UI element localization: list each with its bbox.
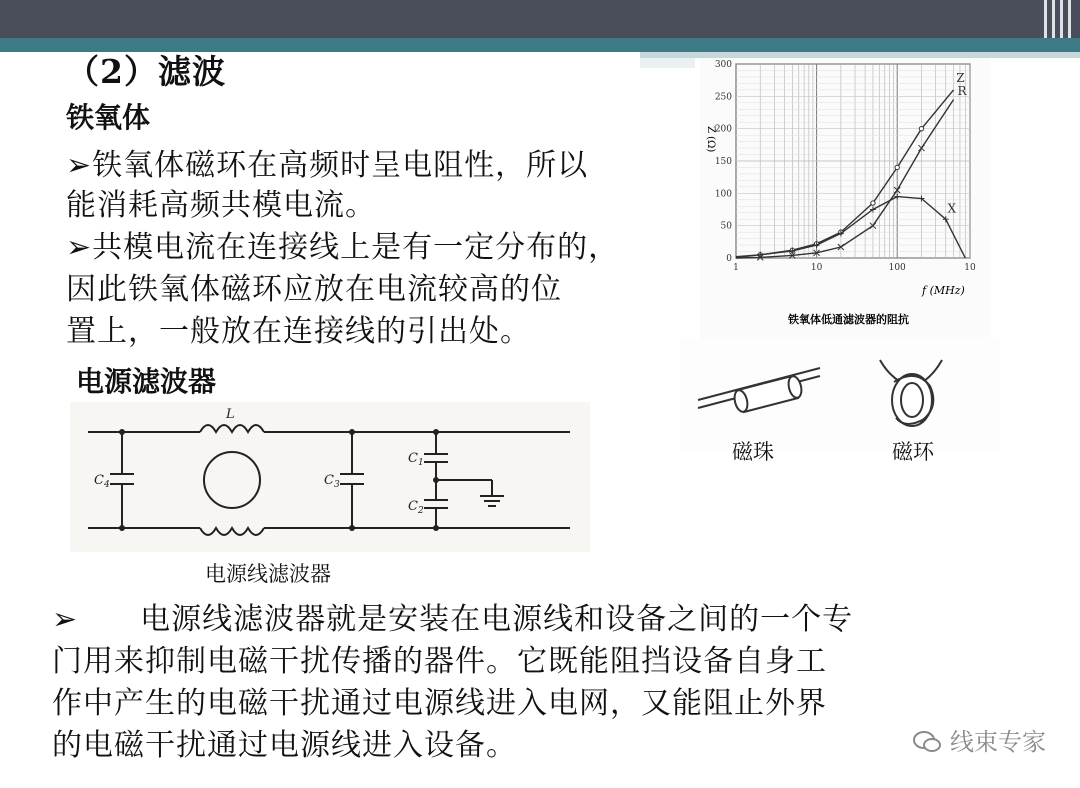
bead-label: 磁珠 [732,440,774,464]
bullet-line: 因此铁氧体磁环应放在电流较高的位 [66,272,562,307]
header-stripe [1044,0,1047,38]
c4-letter: C [94,473,104,488]
bullet-line: ➢共模电流在连接线上是有一定分布的， [66,230,620,265]
inductor-label: L [226,407,235,422]
y-tick-label: 200 [714,124,732,135]
bullet-line: ➢铁氧体磁环在高频时呈电阻性，所以 [66,148,589,183]
paragraph-line: 的电磁干扰通过电源线进入设备。 [52,728,517,763]
y-axis-label: Z (Ω) [705,126,716,153]
ring-label: 磁环 [892,440,934,464]
c4-sub: 4 [103,480,110,490]
x-tick-label: 10 [964,263,976,273]
header-stripe [1068,0,1071,38]
power-filter-circuit [70,402,590,552]
x-tick-label: 10 [810,263,823,273]
y-tick-label: 300 [714,60,732,70]
slide-title: （2）滤波 [66,52,226,91]
power-filter-heading: 电源滤波器 [76,365,217,398]
c3-sub: 3 [333,480,340,490]
paragraph-line: 门用来抑制电磁干扰传播的器件。它既能阻挡设备自身工 [52,644,827,679]
bullet-line: 置上，一般放在连接线的引出处。 [66,314,531,349]
series-label-R: R [957,84,967,99]
watermark [912,722,1046,757]
header-bar [0,0,1080,38]
x-tick-label: 1 [733,263,739,273]
header-stripe [1060,0,1063,38]
data-point-Z [895,165,899,169]
ferrite-heading: 铁氧体 [66,101,151,134]
paragraph-line: 作中产生的电磁干扰通过电源线进入电网，又能阻止外界 [52,686,827,721]
bullet-line: 能消耗高频共模电流。 [66,188,376,223]
series-label-Z: Z [956,71,965,86]
series-label-X: X [947,201,956,216]
c1-letter: C [408,451,418,466]
chart-caption: 铁氧体低通滤波器的阻抗 [788,313,909,326]
y-tick-label: 100 [714,189,732,200]
y-tick-label: 50 [720,221,732,232]
c1-sub: 1 [417,458,424,468]
header-stripe [1052,0,1055,38]
watermark-text: 线束专家 [950,728,1046,756]
y-tick-label: 0 [726,254,732,264]
circuit-caption: 电源线滤波器 [205,562,331,586]
y-tick-label: 250 [714,92,732,103]
x-tick-label: 100 [888,263,906,273]
paragraph-line: ➢ 电源线滤波器就是安装在电源线和设备之间的一个专 [52,602,854,637]
y-tick-label: 150 [714,157,732,167]
c2-sub: 2 [417,506,424,516]
impedance-chart [700,58,990,343]
c3-letter: C [324,473,334,488]
c2-letter: C [408,499,418,514]
data-point-Z [919,126,923,130]
accent-bar-lighter [640,58,695,68]
x-axis-label: f (MHz) [922,284,965,297]
wechat-icon [912,728,950,756]
data-point-Z [871,201,875,205]
ferrite-illustrations [680,338,1000,453]
